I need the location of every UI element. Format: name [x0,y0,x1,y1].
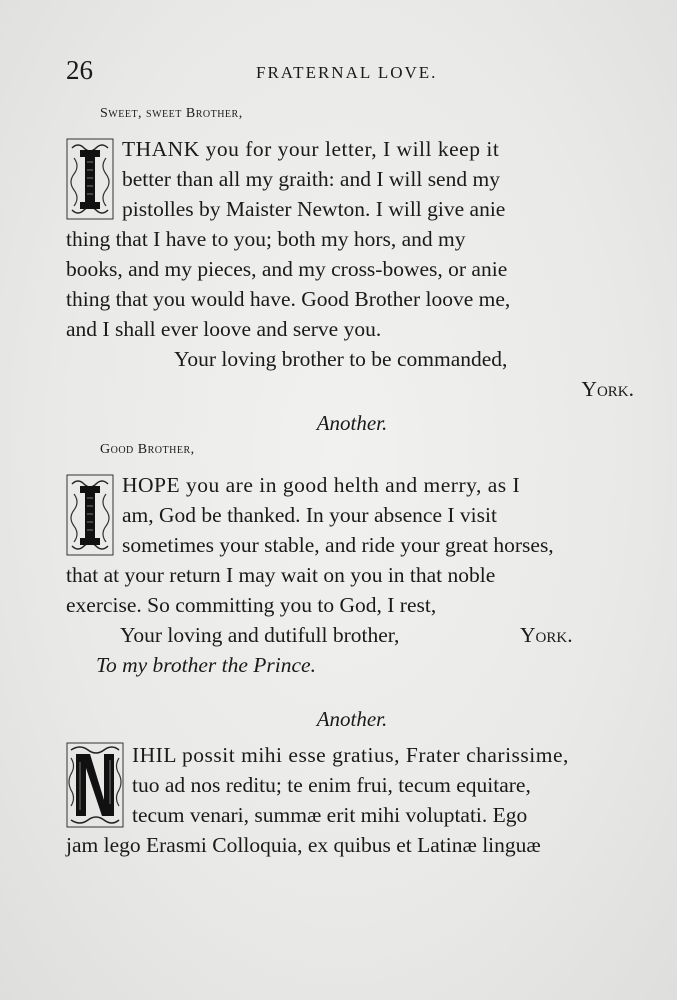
ornamental-drop-cap-n-icon [66,742,124,828]
running-head: FRATERNAL LOVE. [256,63,438,82]
page-content [66,104,638,860]
letter2-line-4: that at your return I may wait on you in that noble [66,563,496,587]
letter1-signature: York. [581,377,634,401]
letter1 [66,134,638,404]
letter2-line-5: exercise. So committing you to God, I rest, [66,593,437,617]
letter3-heading: Another. [316,707,388,731]
letter1-line-2: better than all my graith: and I will send my [122,167,500,191]
letter2-closing: Your loving and dutifull brother, [120,623,400,647]
letter3-line-2: tuo ad nos reditu; te enim frui, tecum equitare, [132,773,531,797]
page-header [66,55,637,85]
letter2-line-2: am, God be thanked. In your absence I visit [122,503,497,527]
letter3-line-4: jam lego Erasmi Colloquia, ex quibus et Latinæ linguæ [66,833,541,857]
letter2-closing-line [120,620,638,650]
letter1-line-1: THANK you for your letter, I will keep it [122,137,500,161]
letter2-line-1: HOPE you are in good helth and merry, as I [122,473,521,497]
letter1-line-4: thing that I have to you; both my hors, and my [66,227,466,251]
letter3 [66,740,638,860]
letter1-line-6: thing that you would have. Good Brother loove me, [66,287,511,311]
letter2-salutation: Good Brother, [100,442,195,457]
letter3-line-3: tecum venari, summæ erit mihi voluptati. Ego [132,803,528,827]
page-number: 26 [66,55,93,85]
letter1-line-5: books, and my pieces, and my cross-bowes, or anie [66,257,508,281]
letter2-address: To my brother the Prince. [96,653,316,677]
letter1-salutation: Sweet, sweet Brother, [100,106,243,121]
letter2 [66,470,638,680]
letter1-closing: Your loving brother to be commanded, [174,347,508,371]
letter2-line-3: sometimes your stable, and ride your great horses, [122,533,554,557]
letter2-heading: Another. [316,411,388,435]
letter1-line-7: and I shall ever loove and serve you. [66,317,382,341]
letter1-line-3: pistolles by Maister Newton. I will give anie [122,197,506,221]
ornamental-drop-cap-i-icon [66,138,114,220]
letter3-line-1: IHIL possit mihi esse gratius, Frater charissime, [132,743,569,767]
ornamental-drop-cap-i-icon [66,474,114,556]
letter2-signature: York. [520,623,573,647]
